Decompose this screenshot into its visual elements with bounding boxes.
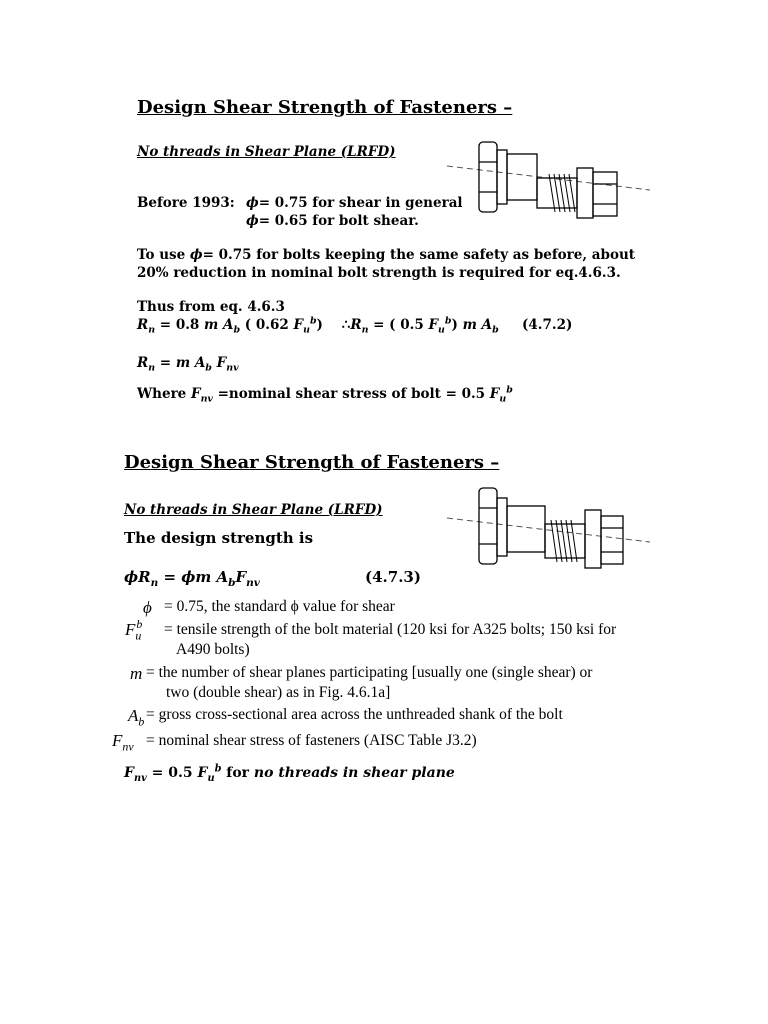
equation-4-7-2: $R_n = 0.8$ m $A_b$ ( 0.62 $F_u^b$) $\therefore R_n$ = ( 0.5 $F_u^b$) m $A_b$ [137, 315, 499, 336]
where-line: Where $F_{nv}$ =nominal shear stress of bolt = 0.5 $F_u^b$ [137, 384, 513, 405]
bolt-figure-1 [445, 128, 655, 228]
section1-title: Design Shear Strength of Fasteners – [137, 97, 513, 118]
final-statement: $F_{nv} = 0.5$ $F_u^b$ for no threads in shear plane [124, 763, 455, 784]
def-text-phi: = 0.75, the standard ϕ value for shear [164, 598, 395, 615]
rn-equation: $R_n = m$ $A_b$ $F_{nv}$ [137, 355, 239, 374]
phi-symbol: ϕ [246, 195, 259, 211]
def-text-fub: = tensile strength of the bolt material (120 ksi for A325 bolts; 150 ksi for [164, 621, 617, 638]
def-symbol-fnv: $F_{nv}$ [112, 731, 134, 754]
bolt-figure-2 [445, 480, 655, 580]
section2-title: Design Shear Strength of Fasteners – [124, 452, 500, 473]
def-text-fub-cont: A490 bolts) [176, 641, 250, 658]
equation-number-4-7-2: (4.7.2) [522, 317, 573, 333]
thus-line: Thus from eq. 4.6.3 [137, 299, 285, 315]
phi-065-line: ϕ= 0.65 for bolt shear. [246, 213, 419, 229]
def-symbol-m: m [130, 664, 143, 683]
def-text-m: = the number of shear planes participating [usually one (single shear) or [146, 664, 593, 681]
equation-4-7-3: $\phi R_n = \phi m$ $A_bF_{nv}$ [124, 568, 260, 589]
def-text-ab: = gross cross-sectional area across the unthreaded shank of the bolt [146, 706, 563, 723]
paragraph-line-1: To use ϕ= 0.75 for bolts keeping the same safety as before, about [137, 247, 636, 263]
def-text-fnv: = nominal shear stress of fasteners (AISC Table J3.2) [146, 732, 477, 749]
def-symbol-fub: $F_u^b$ [125, 617, 143, 643]
design-strength-line: The design strength is [124, 529, 314, 547]
phi-symbol: ϕ [246, 213, 259, 229]
def-symbol-ab: $A_b$ [128, 706, 145, 729]
section1-subtitle: No threads in Shear Plane (LRFD) [137, 144, 396, 160]
paragraph-line-2: 20% reduction in nominal bolt strength is required for eq.4.6.3. [137, 265, 621, 281]
def-text-m-cont: two (double shear) as in Fig. 4.6.1a] [166, 684, 391, 701]
phi-075-line: ϕ= 0.75 for shear in general [246, 195, 463, 211]
def-symbol-phi: ϕ [143, 598, 152, 617]
equation-number-4-7-3: (4.7.3) [365, 568, 421, 586]
before-1993-label: Before 1993: [137, 195, 235, 211]
section2-subtitle: No threads in Shear Plane (LRFD) [124, 502, 383, 518]
